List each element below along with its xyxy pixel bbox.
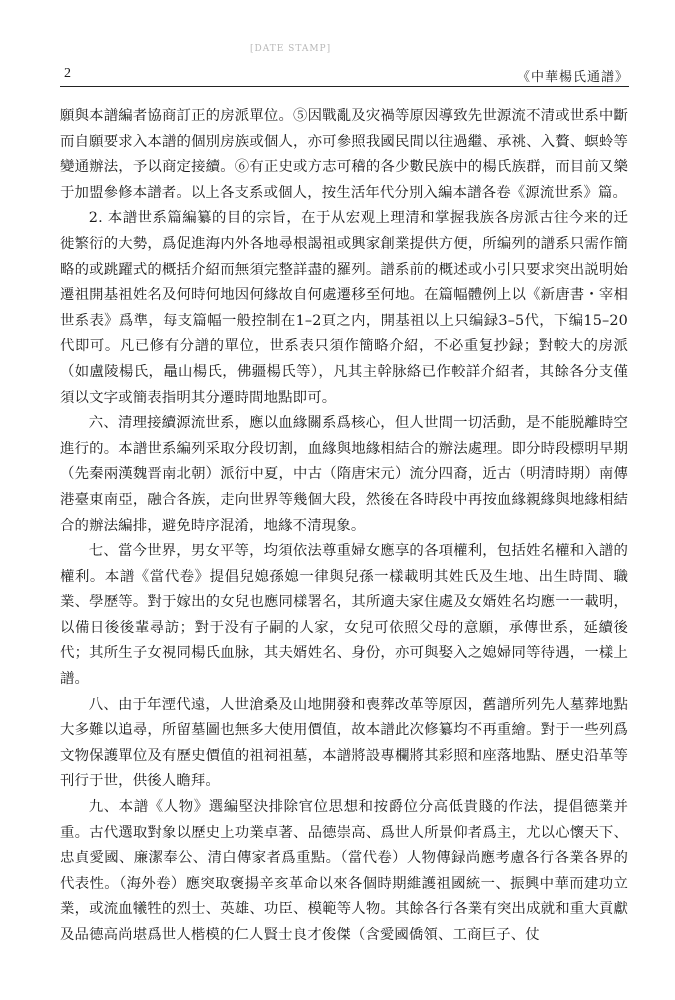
running-title: 《中華楊氏通譜》 — [516, 70, 629, 85]
paragraph-section-6: 六、清理接續源流世系，應以血緣關系爲核心，但人世間一切活動，是不能脱離時空進行的。本譜世系編列采取分段切割，血緣與地緣相結合的辦法處理。即分時段標明早期（先秦兩漢魏晋南北朝）派衍中夏，中古（隋唐宋元）流分四裔，近古（明清時期）南傳港臺東南亞，融合各族，走向世界等幾個大段，然後在各時段中再按血緣親緣與地緣相結合的辦法編排，避免時序混淆，地緣不清現象。 — [60, 415, 628, 534]
page-number: 2 — [64, 66, 71, 81]
header-rule — [60, 86, 629, 87]
paragraph-continuation: 願與本譜編者協商訂正的房派單位。⑤因戰亂及灾禍等原因導致先世源流不清或世系中斷而自願要求入本譜的個別房族或個人，亦可參照我國民間以往過繼、承祧、入贅、螟蛉等變通辦法，予以商定接續。⑥有正史或方志可稽的各少數民族中的楊氏族群，而目前又樂于加盟參修本譜者。以上各支系或個人，按生活年代分別入編本譜各卷《源流世系》篇。 — [60, 108, 628, 201]
paragraph-item-2: 2. 本譜世系篇編纂的目的宗旨，在于从宏观上理清和掌握我族各房派古往今来的迁徙繁衍的大勢，爲促進海内外各地尋根謁祖或興家創業提供方便，所编列的譜系只需作簡略的或跳躍式的概括介紹而無須完整詳盡的羅列。譜系前的概述或小引只要求突出説明始遷祖開基祖姓名及何時何地因何緣故自何處遷移至何地。在篇幅體例上以《新唐書・宰相世系表》爲準，每支篇幅一般控制在1–2頁之内，開基祖以上只编録3–5代，下编15–20代即可。凡已修有分譜的單位，世系表只須作簡略介紹，不必重复抄録；對較大的房派（如盧陵楊氏，鼂山楊氏，佛疆楊氏等），凡其主幹脉絡已作較詳介紹者，其餘各分支僅須以文字或簡表指明其分遷時間地點即可。 — [60, 210, 628, 406]
paragraph-section-9: 九、本譜《人物》選編堅決排除官位思想和按爵位分高低貴賤的作法，提倡德業并重。古代選取對象以歷史上功業卓著、品德崇高、爲世人所景仰者爲主，尤以心懷天下、忠貞愛國、廉潔奉公、清白傳家者爲重點。（當代卷）人物傳録尚應考慮各行各業各界的代表性。（海外卷）應突取褒揚辛亥革命以來各個時期維護祖國統一、振興中華而建功立業，或流血犧牲的烈士、英雄、功臣、模範等人物。其餘各行各業有突出成就和重大貢獻及品德高尚堪爲世人楷模的仁人賢士良才俊傑（含愛國僑領、工商巨子、仗 — [60, 799, 628, 943]
date-stamp: [DATE STAMP] — [250, 44, 332, 54]
body-text — [60, 104, 628, 949]
paragraph-section-8: 八、由于年湮代遠，人世滄桑及山地開發和喪葬改革等原因，舊譜所列先人墓葬地點大多難以追尋，所留墓圖也無多大使用價值，故本譜此次修纂均不再重繪。對于一些列爲文物保護單位及有歷史價值的祖祠祖墓，本譜將設專欄將其彩照和座落地點、歷史沿革等刊行于世，供後人瞻拜。 — [60, 696, 628, 790]
paragraph-section-7: 七、當今世界，男女平等，均須依法尊重婦女應享的各項權利，包括姓名權和入譜的權利。本譜《當代卷》提倡兒媳孫媳一律與兒孫一樣載明其姓氏及生地、出生時間、職業、學歷等。對于嫁出的女兒也應同樣署名，其所適夫家住處及女婿姓名均應一一載明，以備日後後輩尋訪；對于没有子嗣的人家，女兒可依照父母的意願，承傳世系，延續後代；其所生子女視同楊氏血脉，其夫婿姓名、身份，亦可與娶入之媳婦同等待遇，一樣上譜。 — [60, 543, 628, 688]
page-header — [60, 60, 629, 86]
